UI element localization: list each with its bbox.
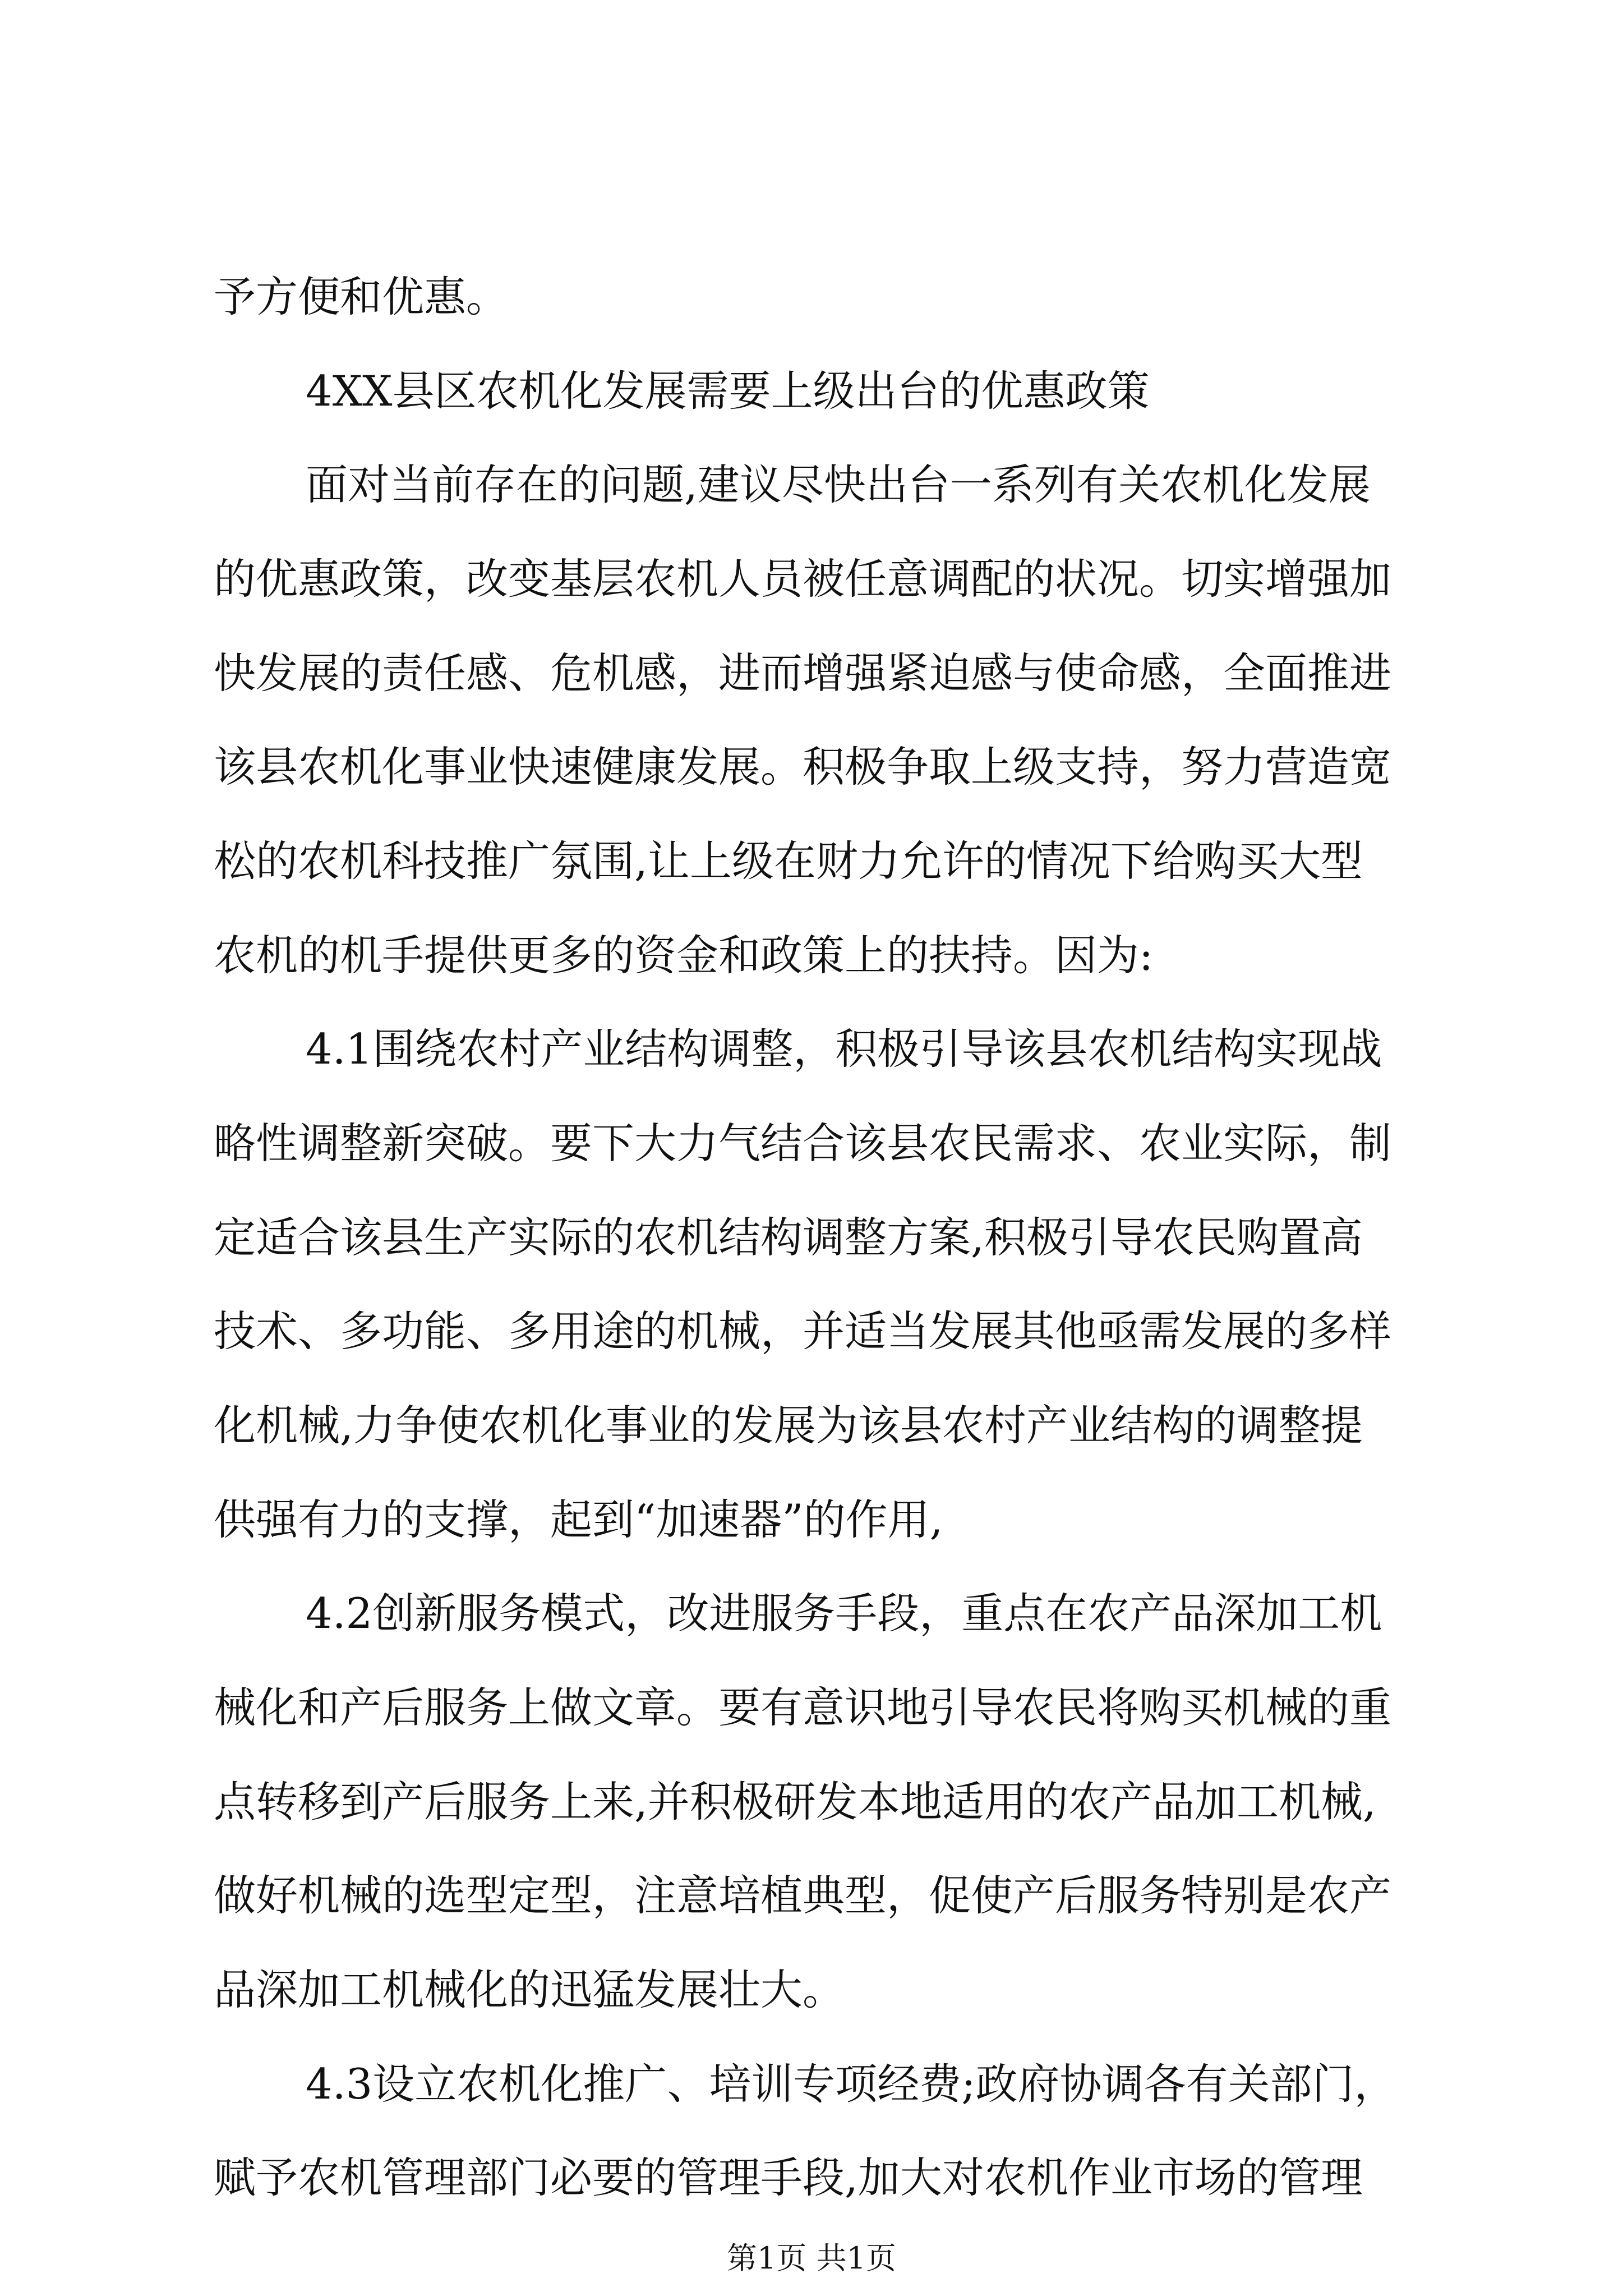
text-line: 4.2创新服务模式，改进服务手段，重点在农产品深加工机 <box>306 1589 1382 1638</box>
text-line: 技术、多功能、多用途的机械，并适当发展其他亟需发展的多样 <box>214 1306 1392 1356</box>
text-line: 4.3设立农机化推广、培训专项经费;政府协调各有关部门， <box>306 2059 1396 2109</box>
text-line: 化机械,力争使农机化事业的发展为该县农村产业结构的调整提 <box>214 1401 1363 1450</box>
section-heading: 4XX县区农机化发展需要上级出台的优惠政策 <box>306 366 1150 416</box>
text-line: 松的农机科技推广氛围,让上级在财力允许的情况下给购买大型 <box>214 836 1363 886</box>
text-line: 品深加工机械化的迅猛发展壮大。 <box>214 1965 845 2014</box>
text-line: 的优惠政策，改变基层农机人员被任意调配的状况。切实增强加 <box>214 554 1392 604</box>
text-line: 4.1围绕农村产业结构调整，积极引导该县农机结构实现战 <box>306 1024 1382 1074</box>
text-line: 予方便和优惠。 <box>214 272 509 321</box>
text-line: 点转移到产后服务上来,并积极研发本地适用的农产品加工机械, <box>214 1777 1376 1826</box>
text-line: 面对当前存在的问题,建议尽快出台一系列有关农机化发展 <box>306 460 1371 509</box>
text-line: 定适合该县生产实际的农机结构调整方案,积极引导农民购置高 <box>214 1213 1363 1262</box>
page-number: 第1页 共1页 <box>727 2240 896 2276</box>
text-line: 供强有力的支撑，起到“加速器”的作用, <box>214 1495 943 1544</box>
text-line: 该县农机化事业快速健康发展。积极争取上级支持，努力营造宽 <box>214 742 1392 792</box>
text-line: 快发展的责任感、危机感，进而增强紧迫感与使命感，全面推进 <box>214 648 1392 698</box>
text-line: 械化和产后服务上做文章。要有意识地引导农民将购买机械的重 <box>214 1683 1392 1732</box>
text-line: 农机的机手提供更多的资金和政策上的扶持。因为: <box>214 931 1154 980</box>
text-line: 做好机械的选型定型，注意培植典型，促使产后服务特别是农产 <box>214 1871 1392 1920</box>
text-line: 略性调整新突破。要下大力气结合该县农民需求、农业实际，制 <box>214 1119 1392 1168</box>
text-line: 赋予农机管理部门必要的管理手段,加大对农机作业市场的管理 <box>214 2153 1363 2202</box>
